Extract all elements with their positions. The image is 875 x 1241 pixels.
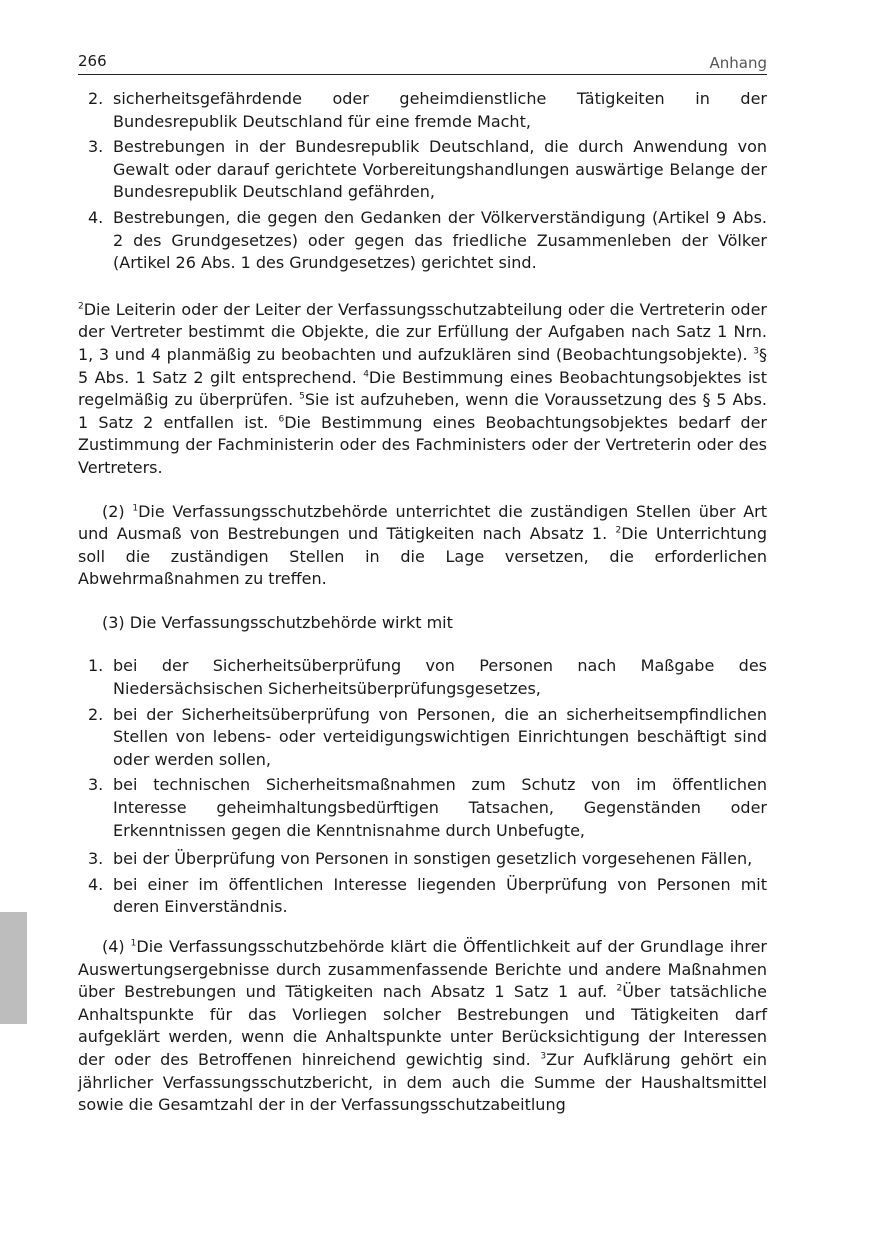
participation-list: [78, 655, 767, 919]
list-item: 4. bei einer im öffentlichen Interesse liegenden Überprüfung von Personen mit deren Einverständnis.: [88, 874, 767, 917]
list-item: 1. bei der Sicherheitsüberprüfung von Personen nach Maßgabe des Niedersächsischen Sicherheitsüberprüfungsgesetzes,: [88, 656, 767, 699]
list-item: 2. bei der Sicherheitsüberprüfung von Personen, die an sicherheitsempfindlichen Stellen von lebens- oder verteidigungswichtigen Einrichtungen beschäftigt sind oder werden sollen,: [88, 704, 767, 769]
list-item: 4. Bestrebungen, die gegen den Gedanken der Völkerverständigung (Artikel 9 Abs. 2 des Grundgesetzes) oder gegen das friedliche Zusammenleben der Völker (Artikel 26 Abs. 1 des Grundgesetzes) gerichtet sind.: [88, 207, 767, 273]
list-item: 3. bei der Überprüfung von Personen in sonstigen gesetzlich vorgesehenen Fällen,: [88, 849, 753, 869]
page-number: 266: [78, 52, 107, 70]
section-3-intro: (3) Die Verfassungsschutzbehörde wirkt mit: [102, 612, 453, 632]
paragraph-observation-objects: $^2$Die Leiterin oder der Leiter der Verfassungsschutzabteilung oder die Vertreterin oder der Vertreter bestimmt die Objekte, die zur Erfüllung der Aufgaben nach Satz 1 Nrn. 1, 3 und 4 planmäßig zu beobachten und aufzuklären sind (Beobachtungsobjekte). $^3$§ 5 Abs. 1 Satz 2 gilt entsprechend. $^4$Die Bestimmung eines Beobachtungsobjektes ist regelmäßig zu überprüfen. $^5$Sie ist aufzuheben, wenn die Voraussetzung des § 5 Abs. 1 Satz 2 entfallen ist. $^6$Die Bestimmung eines Beobachtungsobjektes bedarf der Zustimmung der Fachministerin oder des Fachministers oder der Vertreterin oder des Vertreters.: [78, 299, 768, 477]
thumb-index-tab: [0, 912, 27, 1024]
list-item: 3. bei technischen Sicherheitsmaßnahmen zum Schutz von im öffentlichen Interesse geheimhaltungsbedürftigen Tatsachen, Gegenständen oder Erkenntnissen gegen die Kenntnisnahme durch Unbefugte,: [88, 775, 767, 840]
section-4-paragraph: (4) $^1$Die Verfassungsschutzbehörde klärt die Öffentlichkeit auf der Grundlage ihrer Auswertungsergebnisse durch zusammenfassende Berichte und andere Maßnahmen über Bestrebungen und Tätigkeiten nach Absatz 1 Satz 1 auf. $^2$Über tatsächliche Anhaltspunkte für das Vorliegen solcher Bestrebungen und Tätigkeiten darf aufgeklärt werden, wenn die Anhaltspunkte unter Berücksichtigung der Interessen der oder des Betroffenen hinreichend gewichtig sind. $^3$Zur Aufklärung gehört ein jährlicher Verfassungsschutzbericht, in dem auch die Summe der Haushaltsmittel sowie die Gesamtzahl der in der Verfassungsschutzabeitlung: [78, 937, 768, 1115]
page-body: [78, 88, 767, 1117]
section-2-paragraph: (2) $^1$Die Verfassungsschutzbehörde unterrichtet die zuständigen Stellen über Art und Ausmaß von Bestrebungen und Tätigkeiten nach Absatz 1. $^2$Die Unterrichtung soll die zuständigen Stellen in die Lage versetzen, die erforderlichen Abwehrmaßnahmen zu treffen.: [78, 501, 767, 589]
list-item: 2. sicherheitsgefährdende oder geheimdienstliche Tätigkeiten in der Bundesrepublik Deutschland für eine fremde Macht,: [88, 89, 767, 131]
threat-list: [78, 88, 767, 275]
list-item: 3. Bestrebungen in der Bundesrepublik Deutschland, die durch Anwendung von Gewalt oder darauf gerichtete Vorbereitungshandlungen auswärtige Belange der Bundesrepublik Deutschland gefährden,: [88, 137, 767, 202]
running-title: Anhang: [709, 54, 767, 72]
page-header: [78, 52, 767, 75]
